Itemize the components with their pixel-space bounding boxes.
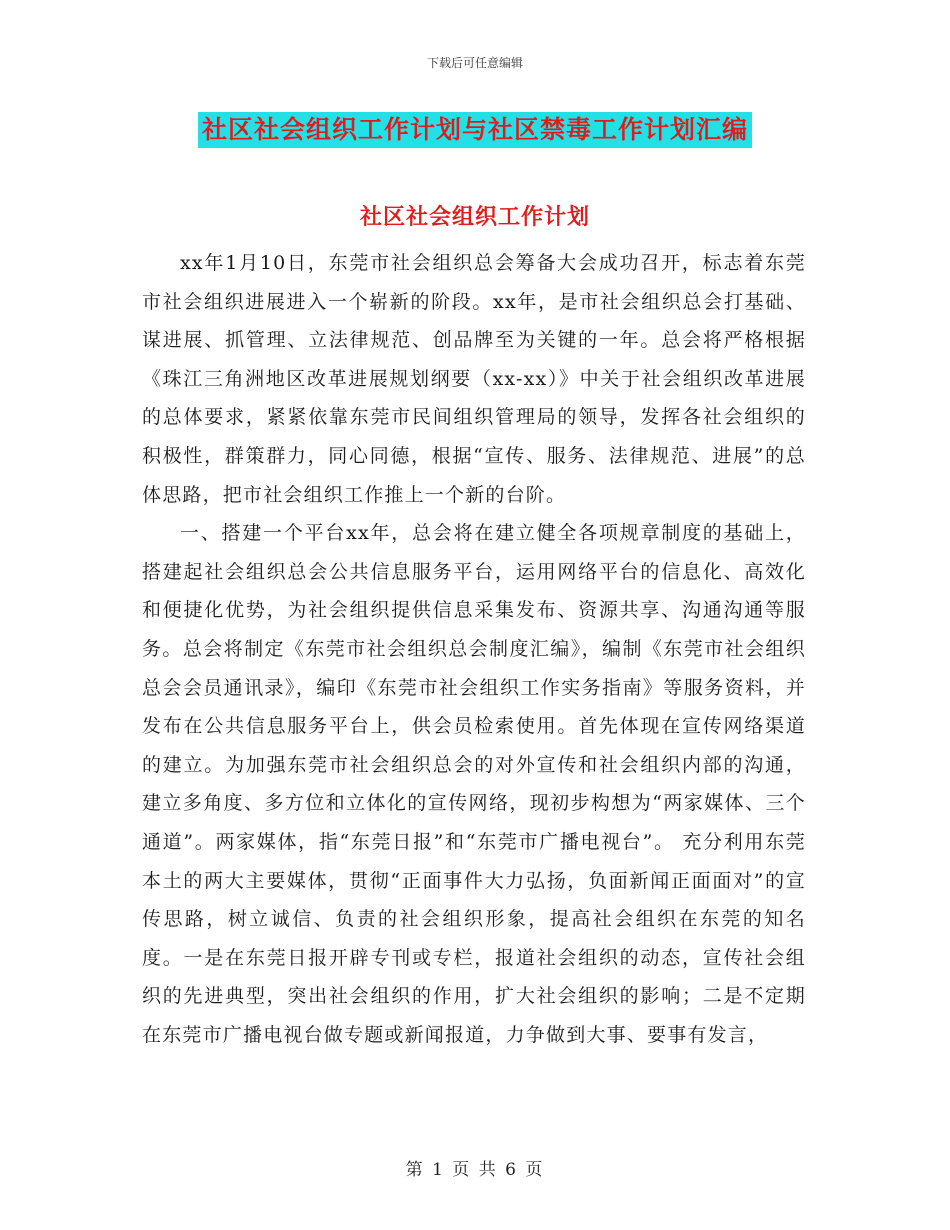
section-title: 社区社会组织工作计划: [359, 205, 590, 230]
page-footer: 第 1 页 共 6 页: [405, 1160, 545, 1180]
paragraph-1: xx年1月10日，东莞市社会组织总会筹备大会成功召开，标志着东莞市社会组织进展进入一个崭新的阶段。xx年，是市社会组织总会打基础、谋进展、抓管理、立法律规范、创品牌至为关键的一年。总会将严格根据《珠江三角洲地区改革进展规划纲要（xx-xx）》中关于社会组织改革进展的总体要求，紧紧依靠东莞市民间组织管理局的领导，发挥各社会组织的积极性，群策群力，同心同德，根据“宣传、服务、法律规范、进展”的总体思路，把市社会组织工作推上一个新的台阶。: [142, 252, 806, 506]
main-title-container: [0, 112, 950, 148]
document-title: 社区社会组织工作计划与社区禁毒工作计划汇编: [198, 112, 752, 148]
header-note: 下载后可任意编辑: [426, 56, 523, 70]
document-body: [142, 244, 806, 1054]
paragraph-2: 一、搭建一个平台xx年，总会将在建立健全各项规章制度的基础上，搭建起社会组织总会公共信息服务平台，运用网络平台的信息化、高效化和便捷化优势，为社会组织提供信息采集发布、资源共享、沟通沟通等服务。总会将制定《东莞市社会组织总会制度汇编》，编制《东莞市社会组织总会会员通讯录》，编印《东莞市社会组织工作实务指南》等服务资料，并发布在公共信息服务平台上，供会员检索使用。首先体现在宣传网络渠道的建立。为加强东莞市社会组织总会的对外宣传和社会组织内部的沟通，建立多角度、多方位和立体化的宣传网络，现初步构想为“两家媒体、三个通道”。两家媒体，指“东莞日报”和“东莞市广播电视台”。 充分利用东莞本土的两大主要媒体，贯彻“正面事件大力弘扬，负面新闻正面面对”的宣传思路，树立诚信、负责的社会组织形象，提高社会组织在东莞的知名度。一是在东莞日报开辟专刊或专栏，报道社会组织的动态，宣传社会组织的先进典型，突出社会组织的作用，扩大社会组织的影响；二是不定期在东莞市广播电视台做专题或新闻报道，力争做到大事、要事有发言，: [142, 522, 806, 1046]
